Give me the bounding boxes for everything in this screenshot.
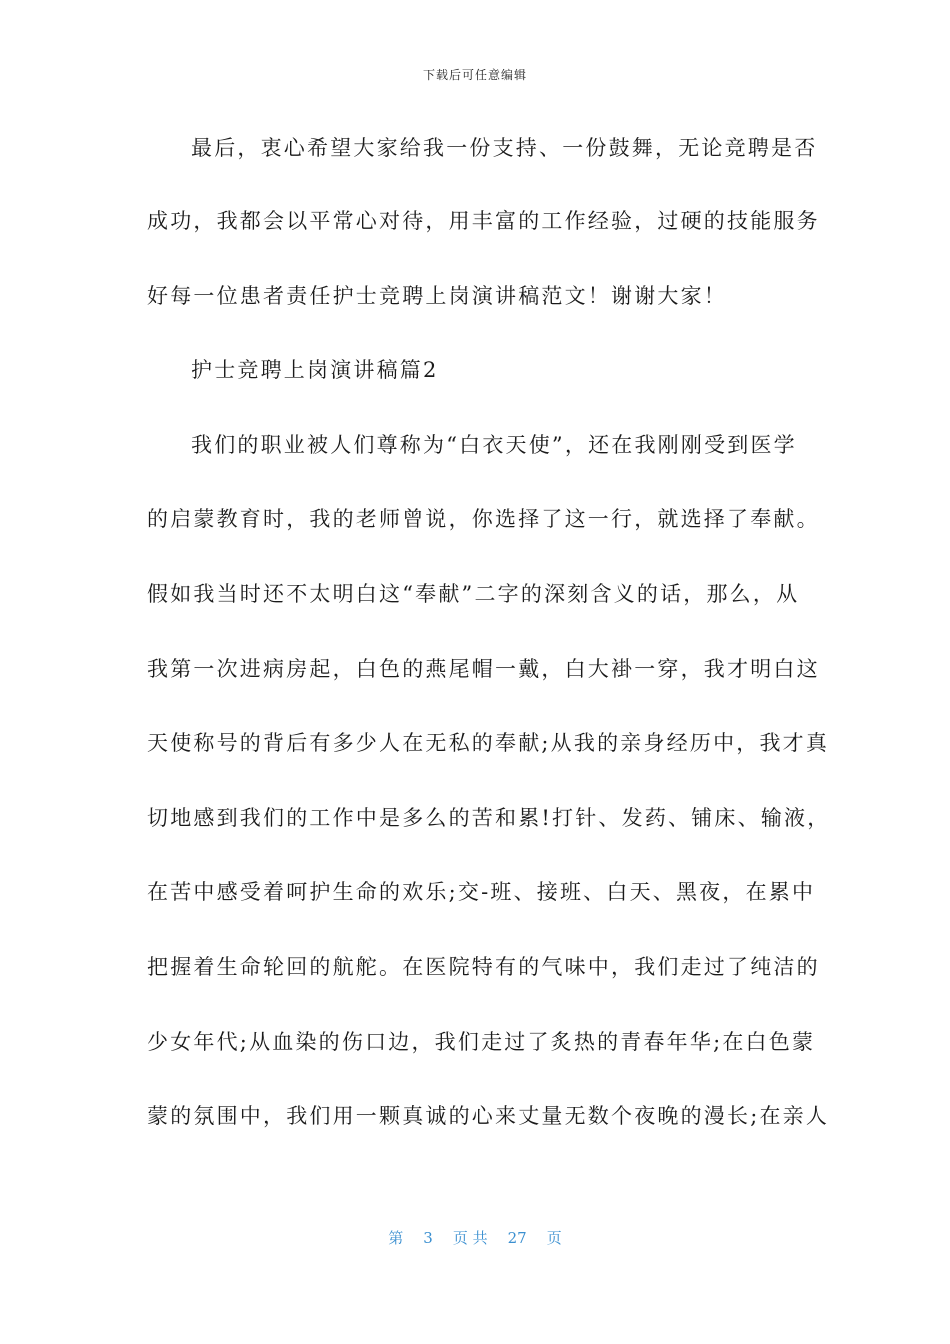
paragraph-line: 好每一位患者责任护士竞聘上岗演讲稿范文！谢谢大家！ [147, 284, 727, 308]
page-footer [0, 1227, 950, 1248]
paragraph-line: 把握着生命轮回的航舵。在医院特有的气味中，我们走过了纯洁的 [147, 955, 820, 979]
paragraph-line: 少女年代;从血染的伤口边，我们走过了炙热的青春年华;在白色蒙 [147, 1030, 816, 1054]
paragraph-line: 蒙的氛围中，我们用一颗真诚的心来丈量无数个夜晚的漫长;在亲人 [147, 1104, 830, 1128]
paragraph-line: 假如我当时还不太明白这“奉献”二字的深刻含义的话，那么，从 [147, 582, 800, 606]
paragraph-line: 我第一次进病房起，白色的燕尾帽一戴，白大褂一穿，我才明白这 [147, 657, 820, 681]
footer-total-pages: 27 [507, 1229, 527, 1247]
paragraph-line: 的启蒙教育时，我的老师曾说，你选择了这一行，就选择了奉献。 [147, 507, 820, 531]
footer-current-page: 3 [423, 1229, 433, 1247]
paragraph-line: 成功，我都会以平常心对待，用丰富的工作经验，过硬的技能服务 [147, 209, 820, 233]
paragraph-line: 在苦中感受着呵护生命的欢乐;交-班、接班、白天、黑夜，在累中 [147, 880, 816, 904]
footer-suffix: 页 [546, 1229, 562, 1247]
footer-middle: 页 共 [452, 1229, 488, 1247]
section-heading: 护士竞聘上岗演讲稿篇2 [191, 358, 439, 382]
footer-prefix: 第 [388, 1229, 404, 1247]
paragraph-line: 切地感到我们的工作中是多么的苦和累!打针、发药、铺床、输液， [147, 806, 831, 830]
paragraph-line: 天使称号的背后有多少人在无私的奉献;从我的亲身经历中，我才真 [147, 731, 830, 755]
page-header-note: 下载后可任意编辑 [422, 68, 527, 82]
paragraph-line: 最后，衷心希望大家给我一份支持、一份鼓舞，无论竞聘是否 [191, 136, 818, 160]
paragraph-line: 我们的职业被人们尊称为“白衣天使”，还在我刚刚受到医学 [191, 433, 797, 457]
